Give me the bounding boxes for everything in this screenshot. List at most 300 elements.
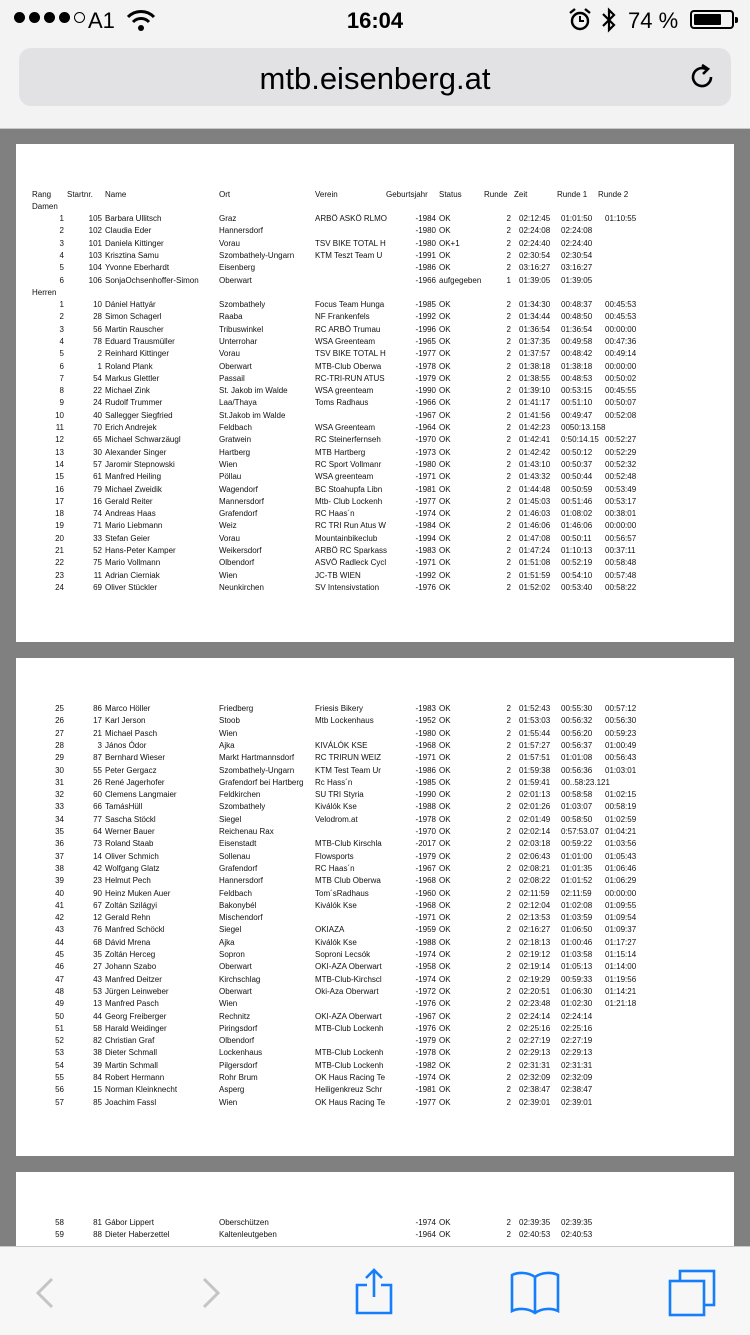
cell-runde2: 00:56:57 [605, 533, 637, 543]
cell-runde1: 01:00:46 [561, 937, 593, 947]
cell-geburtsjahr: -1979 [415, 851, 436, 861]
cell-status: OK [439, 1085, 451, 1095]
header-status: Status [439, 190, 462, 199]
cell-rang: 27 [55, 728, 64, 738]
cell-runde: 2 [506, 876, 511, 886]
cell-verein: MTB-Club Lockenh [315, 1048, 384, 1058]
cell-runde: 2 [506, 386, 511, 396]
cell-name: Jaromir Stepnowski [105, 459, 175, 469]
cell-geburtsjahr: -1977 [415, 496, 436, 506]
cell-runde: 2 [506, 937, 511, 947]
cell-runde1: 01:05:13 [561, 962, 593, 972]
cell-geburtsjahr: -1992 [415, 570, 436, 580]
cell-zeit: 01:37:35 [519, 336, 551, 346]
table-row [16, 777, 734, 789]
cell-rang: 16 [55, 484, 64, 494]
cell-verein: OK Haus Racing Te [315, 1073, 386, 1082]
document-page-3 [16, 1172, 734, 1252]
cell-runde1: 00:54:10 [561, 570, 593, 580]
cell-zeit: 02:24:40 [519, 238, 551, 248]
cell-startnr: 40 [93, 410, 102, 420]
cell-startnr: 28 [93, 312, 102, 322]
cell-runde1: 02:31:31 [561, 1060, 593, 1070]
cell-name: Krisztina Samu [105, 250, 159, 260]
cell-runde1: 02:24:08 [561, 226, 593, 236]
cell-rang: 57 [55, 1097, 64, 1107]
cell-geburtsjahr: -1985 [415, 777, 436, 787]
cell-name: Manfred Heiling [105, 472, 162, 482]
cell-startnr: 104 [88, 263, 102, 273]
cell-runde2: 00:00:00 [605, 888, 637, 898]
cell-runde: 2 [506, 410, 511, 420]
cell-ort: Olbendorf [219, 558, 255, 568]
table-row [16, 1047, 734, 1059]
cell-rang: 5 [59, 263, 64, 273]
cell-runde: 2 [506, 814, 511, 824]
cell-status: OK [439, 1073, 451, 1082]
table-row [16, 545, 734, 557]
cell-runde: 2 [506, 999, 511, 1009]
table-row [16, 213, 734, 225]
cell-startnr: 14 [93, 851, 102, 861]
cell-zeit: 02:27:19 [519, 1036, 551, 1046]
cell-ort: Friedberg [219, 704, 254, 713]
cell-runde: 2 [506, 312, 511, 322]
cell-startnr: 87 [93, 753, 102, 763]
cell-runde: 2 [506, 214, 511, 223]
cell-status: OK [439, 950, 451, 959]
table-row [16, 949, 734, 961]
cell-runde: 2 [506, 1036, 511, 1046]
cell-geburtsjahr: -1988 [415, 802, 436, 812]
cell-startnr: 88 [93, 1230, 102, 1240]
cell-startnr: 55 [93, 765, 102, 775]
cell-zeit: 01:37:57 [519, 349, 551, 359]
cell-runde: 2 [506, 521, 511, 531]
cell-runde: 2 [506, 1073, 511, 1082]
cell-startnr: 61 [93, 472, 102, 482]
table-row [16, 900, 734, 912]
cell-zeit: 01:42:41 [519, 435, 551, 445]
cell-rang: 32 [55, 790, 64, 800]
cell-startnr: 105 [88, 214, 102, 223]
share-icon[interactable] [349, 1267, 399, 1317]
cell-ort: Vorau [219, 349, 240, 359]
cell-rang: 22 [55, 558, 64, 568]
cell-startnr: 82 [93, 1036, 102, 1046]
cell-runde2: 01:14:00 [605, 962, 637, 972]
cell-ort: Weikersdorf [219, 546, 262, 555]
cell-runde1: 01:03:59 [561, 913, 593, 923]
cell-runde1: 00:50:59 [561, 484, 593, 494]
cell-runde1: 00:51:10 [561, 398, 593, 408]
cell-runde2: 00:58:22 [605, 582, 637, 592]
bookmarks-icon[interactable] [510, 1267, 560, 1317]
header-verein: Verein [315, 190, 338, 199]
cell-startnr: 27 [93, 962, 102, 972]
cell-name: János Ódor [105, 740, 147, 750]
back-icon[interactable] [20, 1267, 70, 1317]
cell-runde2: 01:15:14 [605, 950, 637, 959]
cell-runde1: 00:49:47 [561, 410, 593, 420]
cell-runde: 2 [506, 582, 511, 592]
cell-startnr: 67 [93, 900, 102, 910]
cell-status: OK [439, 888, 451, 898]
table-row [16, 471, 734, 483]
cell-zeit: 01:39:05 [519, 275, 551, 285]
cell-runde: 2 [506, 1097, 511, 1107]
url-text[interactable]: mtb.eisenberg.at [259, 61, 491, 96]
cell-ort: Szombathely-Ungarn [219, 765, 295, 775]
cell-runde: 2 [506, 1023, 511, 1033]
cell-rang: 3 [59, 324, 64, 334]
cell-verein: ARBÖ ASKÖ RLMO [315, 214, 388, 223]
cell-rang: 1 [59, 214, 64, 223]
cell-startnr: 11 [93, 570, 102, 580]
cell-name: Alexander Singer [105, 447, 167, 457]
cell-runde: 2 [506, 851, 511, 861]
table-row [16, 1217, 734, 1229]
cell-ort: Olbendorf [219, 1036, 255, 1046]
cell-status: OK [439, 704, 451, 713]
cell-rang: 25 [55, 704, 64, 713]
cell-rang: 35 [55, 827, 64, 836]
cell-name: Mario Liebmann [105, 521, 163, 531]
cell-runde: 2 [506, 1085, 511, 1095]
cell-geburtsjahr: -1967 [415, 1011, 436, 1021]
cell-verein: RC TRI Run Atus W [315, 521, 386, 531]
cell-runde1: 01:01:35 [561, 863, 593, 873]
browser-address-area [0, 40, 750, 129]
bluetooth-icon [600, 7, 618, 33]
cell-geburtsjahr: -1970 [415, 435, 436, 445]
cell-startnr: 23 [93, 876, 102, 886]
cell-startnr: 26 [93, 777, 102, 787]
cell-geburtsjahr: -1952 [415, 716, 436, 726]
cell-zeit: 02:18:13 [519, 937, 551, 947]
cell-geburtsjahr: -1968 [415, 900, 436, 910]
cell-name: Adrian Cierniak [105, 570, 160, 580]
document-page-1 [16, 144, 734, 642]
cell-runde: 2 [506, 361, 511, 371]
address-bar[interactable] [19, 48, 731, 106]
cell-startnr: 102 [88, 226, 102, 236]
cell-runde: 2 [506, 802, 511, 812]
cell-runde2: 00:57:12 [605, 704, 637, 713]
cell-rang: 50 [55, 1011, 64, 1021]
table-row [16, 373, 734, 385]
cell-runde1: 00:59:33 [561, 974, 593, 984]
cell-runde1: 00:50:44 [561, 472, 593, 482]
cell-rang: 9 [59, 398, 64, 408]
cell-name: Harald Weidinger [105, 1023, 167, 1033]
cell-ort: St.Jakob im Walde [219, 410, 286, 420]
cell-verein: MTB-Club Lockenh [315, 1060, 384, 1070]
table-row [16, 484, 734, 496]
cell-zeit: 02:08:21 [519, 863, 551, 873]
cell-geburtsjahr: -1994 [415, 533, 436, 543]
table-row [16, 275, 734, 287]
cell-rang: 14 [55, 459, 64, 469]
cell-status: OK [439, 324, 451, 334]
cell-verein: Heiligenkreuz Schr [315, 1085, 383, 1095]
cell-ort: Asperg [219, 1085, 245, 1095]
document-page-2 [16, 658, 734, 1156]
header-runde: Runde [484, 190, 508, 199]
table-row [16, 937, 734, 949]
cell-runde1: 00:52:19 [561, 558, 593, 568]
cell-startnr: 81 [93, 1218, 102, 1227]
cell-zeit: 01:45:03 [519, 496, 551, 506]
cell-status: OK [439, 740, 451, 750]
reload-icon[interactable] [687, 62, 717, 92]
cell-verein: TSV BIKE TOTAL H [315, 349, 386, 359]
cell-geburtsjahr: -1968 [415, 740, 436, 750]
cell-rang: 1 [59, 300, 64, 309]
tabs-icon[interactable] [668, 1267, 718, 1317]
cell-name: Hans-Peter Kamper [105, 546, 176, 555]
header-ort: Ort [219, 190, 231, 199]
cell-verein: Rc Hass´n [315, 777, 353, 787]
cell-runde2: 01:02:59 [605, 814, 637, 824]
cell-runde: 2 [506, 459, 511, 469]
cell-status: OK [439, 986, 451, 996]
cell-startnr: 15 [93, 1085, 102, 1095]
table-row [16, 715, 734, 727]
cell-name: Erich Andrejek [105, 423, 157, 432]
cell-verein: JC-TB WIEN [315, 570, 361, 580]
cell-startnr: 42 [93, 863, 102, 873]
cell-startnr: 85 [93, 1097, 102, 1107]
cell-status: OK [439, 913, 451, 923]
cell-runde1: 00:51:46 [561, 496, 593, 506]
cell-rang: 55 [55, 1073, 64, 1082]
cell-verein: Focus Team Hunga [315, 300, 385, 309]
table-row [16, 986, 734, 998]
cell-rang: 20 [55, 533, 64, 543]
cell-startnr: 12 [93, 913, 102, 923]
cell-name: Markus Glettler [105, 373, 160, 383]
cell-zeit: 02:01:49 [519, 814, 551, 824]
cell-geburtsjahr: -1983 [415, 704, 436, 713]
cell-ort: Hartberg [219, 447, 251, 457]
cell-status: OK [439, 814, 451, 824]
cell-startnr: 79 [93, 484, 102, 494]
cell-runde: 2 [506, 950, 511, 959]
cell-ort: Kaltenleutgeben [219, 1230, 277, 1240]
cell-name: Dieter Schmall [105, 1048, 158, 1058]
cell-verein: Oki-Aza Oberwart [315, 986, 379, 996]
cell-status: OK [439, 570, 451, 580]
cell-name: SonjaOchsenhoffer-Simon [105, 275, 199, 285]
cell-name: Dániel Hattyár [105, 300, 156, 309]
cell-rang: 15 [55, 472, 64, 482]
cell-runde2: 01:19:56 [605, 974, 637, 984]
cell-status: OK [439, 716, 451, 726]
cell-name: Daniela Kittinger [105, 238, 164, 248]
cell-verein: Mtb Lockenhaus [315, 716, 374, 726]
cell-verein: Velodrom.at [315, 814, 358, 824]
cell-runde2: 01:09:37 [605, 925, 637, 935]
cell-runde2: 01:17:27 [605, 937, 637, 947]
cell-rang: 48 [55, 986, 64, 996]
cell-rang: 47 [55, 974, 64, 984]
cell-startnr: 2 [97, 349, 102, 359]
cell-status: OK [439, 423, 451, 432]
cell-runde2: 00:47:36 [605, 336, 637, 346]
cell-rang: 17 [55, 496, 64, 506]
cell-verein: WSA greenteam [315, 472, 374, 482]
cell-startnr: 75 [93, 558, 102, 568]
cell-startnr: 84 [93, 1073, 102, 1082]
cell-status: OK [439, 459, 451, 469]
cell-ort: Wien [219, 728, 238, 738]
cell-zeit: 01:41:17 [519, 398, 551, 408]
cell-name: Michael Zink [105, 386, 150, 396]
cell-status: OK [439, 839, 451, 849]
cell-runde2: 01:14:21 [605, 986, 637, 996]
cell-ort: Feldkirchen [219, 790, 261, 800]
table-row [16, 826, 734, 838]
cell-startnr: 22 [93, 386, 102, 396]
table-row [16, 361, 734, 373]
cell-zeit: 02:25:16 [519, 1023, 551, 1033]
cell-runde: 2 [506, 558, 511, 568]
cell-zeit: 02:19:14 [519, 962, 551, 972]
cell-zeit: 02:29:13 [519, 1048, 551, 1058]
cell-geburtsjahr: -1990 [415, 386, 436, 396]
cell-runde2: 00:56:30 [605, 716, 637, 726]
cell-geburtsjahr: -1976 [415, 999, 436, 1009]
cell-runde: 2 [506, 373, 511, 383]
cell-ort: Pilgersdorf [219, 1060, 258, 1070]
cell-runde2: 00:52:48 [605, 472, 637, 482]
cell-geburtsjahr: -1979 [415, 1036, 436, 1046]
cell-startnr: 54 [93, 373, 102, 383]
cell-runde2: 01:05:43 [605, 851, 637, 861]
cell-status: OK [439, 558, 451, 568]
cell-rang: 29 [55, 753, 64, 763]
cell-name: Martin Rauscher [105, 324, 164, 334]
cell-verein: RC-TRI-RUN ATUS [315, 373, 385, 383]
cell-status: OK [439, 827, 451, 836]
table-row [16, 348, 734, 360]
cell-rang: 33 [55, 802, 64, 812]
cell-name: Simon Schagerl [105, 312, 162, 322]
cell-zeit: 01:34:44 [519, 312, 551, 322]
cell-ort: Mannersdorf [219, 496, 264, 506]
cell-verein: RC Steinerfernseh [315, 435, 381, 445]
cell-zeit: 03:16:27 [519, 263, 551, 273]
cell-geburtsjahr: -1986 [415, 263, 436, 273]
cell-rang: 30 [55, 765, 64, 775]
cell-runde2: 00:38:01 [605, 509, 637, 519]
cell-runde1: 02:25:16 [561, 1023, 593, 1033]
cell-runde2: 00:45:55 [605, 386, 637, 396]
table-row [16, 520, 734, 532]
cell-runde1: 00:55:30 [561, 704, 593, 713]
cell-runde1: 0:57:53.07 [561, 827, 599, 836]
table-row [16, 570, 734, 582]
cell-status: OK [439, 851, 451, 861]
cell-rang: 41 [55, 900, 64, 910]
cell-rang: 42 [55, 913, 64, 923]
cell-rang: 36 [55, 839, 64, 849]
cell-runde: 2 [506, 546, 511, 555]
header-name: Name [105, 190, 127, 199]
cell-name: Eduard Trausmüller [105, 336, 175, 346]
cell-geburtsjahr: -1971 [415, 558, 436, 568]
cell-runde2: 00:50:02 [605, 373, 637, 383]
cell-rang: 18 [55, 509, 64, 519]
cell-status: OK [439, 1218, 451, 1227]
cell-runde: 2 [506, 888, 511, 898]
cell-name: Manfred Pasch [105, 999, 159, 1009]
table-row [16, 851, 734, 863]
cell-startnr: 106 [88, 275, 102, 285]
table-row [16, 974, 734, 986]
cell-runde2: 00:56:43 [605, 753, 637, 763]
cell-startnr: 16 [93, 496, 102, 506]
cell-status: OK [439, 582, 451, 592]
cell-zeit: 02:24:14 [519, 1011, 551, 1021]
cell-zeit: 02:39:01 [519, 1097, 551, 1107]
cell-verein: Kiválók Kse [315, 900, 357, 910]
cell-geburtsjahr: -1964 [415, 423, 436, 432]
cell-rang: 4 [59, 250, 64, 260]
cell-runde: 2 [506, 986, 511, 996]
cell-status: OK [439, 472, 451, 482]
table-row [16, 422, 734, 434]
cell-geburtsjahr: -1984 [415, 214, 436, 223]
cell-verein: KIVÁLÓK KSE [315, 740, 368, 750]
cell-status: OK [439, 263, 451, 273]
cell-startnr: 64 [93, 827, 102, 836]
forward-icon[interactable] [186, 1267, 236, 1317]
cell-zeit: 02:08:22 [519, 876, 551, 886]
cell-runde: 2 [506, 765, 511, 775]
cell-geburtsjahr: -1981 [415, 1085, 436, 1095]
cell-zeit: 02:12:04 [519, 900, 551, 910]
cell-rang: 2 [59, 312, 64, 322]
cell-runde2: 01:02:15 [605, 790, 637, 800]
cell-verein: MTB-Club Oberwa [315, 361, 382, 371]
cell-verein: ASVÖ Radleck Cycl [315, 558, 387, 568]
cell-name: Peter Gergacz [105, 765, 157, 775]
cell-ort: Grafendorf bei Hartberg [219, 777, 304, 787]
header-runde1: Runde 1 [557, 190, 588, 199]
table-row [16, 238, 734, 250]
cell-geburtsjahr: -1988 [415, 937, 436, 947]
cell-status: OK [439, 863, 451, 873]
cell-zeit: 01:47:08 [519, 533, 551, 543]
cell-startnr: 58 [93, 1023, 102, 1033]
cell-geburtsjahr: -1978 [415, 361, 436, 371]
cell-runde1: 00:56:20 [561, 728, 593, 738]
cell-runde2: 00:59:23 [605, 728, 637, 738]
cell-runde1: 00:56:32 [561, 716, 593, 726]
cell-name: Robert Hermann [105, 1073, 165, 1082]
cell-geburtsjahr: -1991 [415, 250, 436, 260]
cell-geburtsjahr: -1983 [415, 546, 436, 555]
cell-name: TamásHüll [105, 802, 143, 812]
cell-ort: Grafendorf [219, 863, 258, 873]
cell-runde1: 01:01:00 [561, 851, 593, 861]
table-row [16, 765, 734, 777]
cell-runde1: 01:38:18 [561, 361, 593, 371]
table-row [16, 1060, 734, 1072]
cell-startnr: 65 [93, 435, 102, 445]
